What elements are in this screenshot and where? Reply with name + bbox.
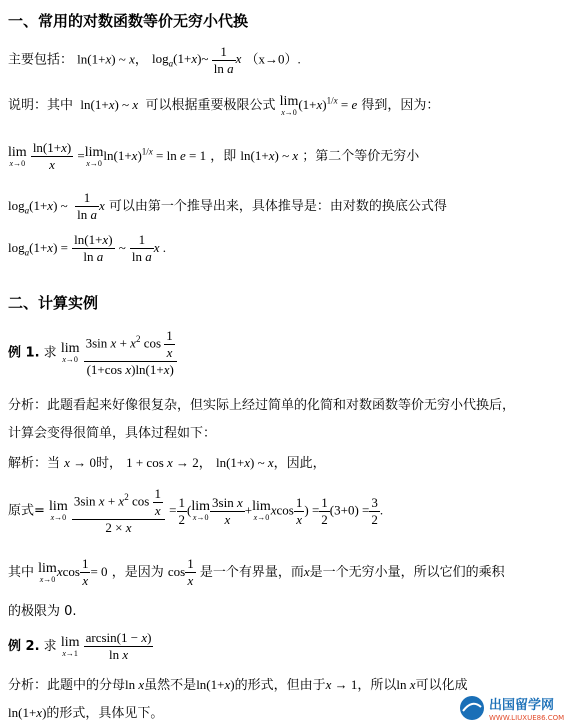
ex1-note: 其中 lim x→0 xcos $\frac{1}{x}$ = 0 ，是因为 cos $\frac{1}{x}$ 是一个有界量，而x是一个无穷小量，所以它们的乘积 — [8, 556, 505, 588]
main-formulas: 主要包括： ln(1+x) ~ x， $\log_a(1+x)\sim$ $\frac{1}{\text{ln a}}$ x （x→0）. — [8, 44, 301, 76]
ex1-analysis2: 计算会变得很简单，具体过程如下： — [8, 426, 217, 441]
main-expr1: ln(1+x) ~ x — [77, 51, 135, 67]
explain-text-5: ；第二个等价无穷小 — [302, 149, 420, 164]
ex1-ask: 求 — [43, 345, 57, 361]
section1-title: 一、常用的对数函数等价无穷小代换 — [8, 12, 249, 30]
ex1-analysis: 分析：此题看起来好像很复杂，但实际上经过简单的化简和对数函数等价无穷小代换后， — [8, 398, 516, 413]
ex1-fraction: 3sin $x + x^2$ cos $\frac{1}{x}$ (1+cos x)ln(1+x) — [84, 328, 177, 378]
svg-text:WWW.LIUXUE86.COM: WWW.LIUXUE86.COM — [489, 714, 565, 722]
ex1-label: 例 1. — [8, 345, 40, 361]
ex2-analysis2: ln(1+x)的形式，具体见下。 — [8, 705, 164, 721]
example2: 例 2. 求 lim x→1 $\frac{\arcsin(1 - x)}{\text{ln x}}$ — [8, 630, 152, 662]
ex1-original: 原式= lim x→0 3sin $x + x^2$ cos $\frac{1}{x}$ 2 × x = $\frac{1}{2}$ ( lim x→0 $\frac{\text{3sin x}}{x}$ + lim x→0 xcos $\frac{1}{x}$ ) = $\frac{1}{2}$ (3+0) = $\frac{3}{2}$ . — [8, 486, 384, 535]
explain-text-3: 得到，因为： — [361, 98, 440, 113]
explain-text-4: ，即 — [210, 149, 237, 164]
main-label: 主要包括： — [8, 52, 74, 68]
orig-label: 原式= — [8, 503, 45, 519]
explain-text-6: 可以由第一个推导出来，具体推导是：由对数的换底公式得 — [108, 199, 447, 214]
ex1-note2: 的极限为 0. — [8, 604, 77, 619]
watermark-logo — [459, 693, 575, 723]
explain-line1: 说明：其中 ln(1+x) ~ x 可以根据重要极限公式 lim x→0 $(1+x)^{1/x} = e$ 得到，因为： — [8, 93, 440, 117]
main-cond: （x→0）. — [245, 51, 301, 67]
explain-text-1: 说明：其中 — [8, 98, 74, 113]
example1: 例 1. 求 lim x→0 3sin $x + x^2$ cos $\frac{1}{x}$ (1+cos x)ln(1+x) — [8, 328, 177, 378]
section2-title: 二、计算实例 — [8, 294, 99, 312]
explain-text-2: 可以根据重要极限公式 — [145, 98, 276, 113]
ex2-analysis: 分析：此题中的分母ln x虽然不是ln(1+x)的形式，但由于x → 1，所以ln x可以化成 — [8, 677, 468, 693]
ex1-solve: 解析：当 x → 0时， 1 + cos x → 2， ln(1+x) ~ x，因此， — [8, 455, 326, 471]
explain-line3: $\log_a(1+x)$ ~ $\frac{1}{\text{ln a}}$ x 可以由第一个推导出来，具体推导是：由对数的换底公式得 — [8, 190, 447, 222]
explain-line4: $\log_a(1+x)$ = $\frac{\ln(1+x)}{\text{ln a}}$ ~ $\frac{1}{\text{ln a}}$ x . — [8, 232, 167, 264]
svg-text:出国留学网: 出国留学网 — [489, 698, 555, 713]
explain-line2: lim x→0 $\frac{\ln(1+x)}{x}$ = lim x→0 $\ln(1+x)^{1/x} = \ln e = 1$ ，即 ln(1+x) ~ x ；第二个等价无穷小 — [8, 140, 420, 172]
main-expr2: $\log_a(1+x)\sim$ $\frac{1}{\text{ln a}}$ x — [152, 44, 242, 76]
ex2-label: 例 2. — [8, 639, 40, 654]
